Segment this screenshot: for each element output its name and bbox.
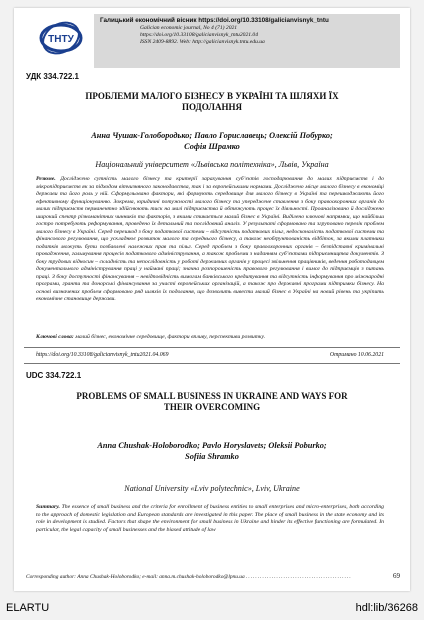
divider (24, 363, 400, 364)
abstract-en (36, 504, 384, 560)
keywords-ua (36, 334, 384, 342)
abstract-ua-text: Досліджено сутність малого бізнесу та критерії зарахування суб’єктів господарювання до малих підприємств і до мікропідприємств як за підходом вітчизняного законодавства, так і за європейськими нормами. Досліджено місце малого бізнесу в економіці держави та його роль у ній. Сформульовано фактори, які формують середовище для малого бізнесу в Україні та перешкоджають його ефективному функціонуванню. Зокрема, юридичні потужності малого бізнесу та упереджене ставлення з боку правоохоронних органів до малих підприємств перманентно здійснюють тиск на малі підприємства й обтяжують процес їх діяльності. Проаналізовано й досліджено широкий спектр різноманітних чинників та факторів, з якими стикається малий бізнес в Україні. Виділено ключові напрямки, що найбільш гостро потребують реформування, проведено їх детальний та послідовний аналіз. У результаті сформовано та згруповано перелік проблем малого бізнесу в Україні. Серед перешкод з боку податкової системи – відсутність податкових пільг, недосконалість податкової системи та фінансового регулювання, що ускладнює розвиток малого та середнього бізнесу, а також необґрунтованість відбіток, за якими платники податків можуть бути позбавлені належних прав та пільг. Серед проблем з боку правоохоронних органів – безпідставні кримінальні провадження, гальмування процесів податкового адміністрування, а також проблеми з наданням суб’єктами підприємництва документів. З боку трудових відносин – складність та непослідовність у роботі державних органів у процесі звільнення працівників, ведення роботодавцем документального адміністрування праці у наймані праці; значна розпорошеність правового регулювання і вимог до підприємців з питань праці. З боку доступності фінансування – невідповідність вимогам банківського кредитування та відсутність інформування про міжнародні програми, гранти та донорські фінансування за участі європейських організацій, а також про державні програми підтримки бізнесу. На основі визначених проблем сформовано ряд шляхів їх подолання, що дозволить вивести малий бізнес в Україні на новий рівень та укріпить економічне становище держави. (36, 176, 384, 302)
received-date: Отримано 10.06.2021 (329, 352, 384, 358)
repository-name[interactable]: ELARTU (6, 602, 50, 614)
keywords-ua-text: малий бізнес, економічне середовище, фактори впливу, перспективи розвитку. (75, 334, 266, 340)
title-ua-line1: ПРОБЛЕМИ МАЛОГО БІЗНЕСУ В УКРАЇНІ ТА ШЛЯХИ ЇХ (85, 91, 339, 101)
logo-text: ТНТУ (48, 34, 74, 45)
title-ua-line2: ПОДОЛАННЯ (181, 102, 242, 112)
journal-issue-doi[interactable]: https://doi.org/10.33108/galicianvisnyk_tntu2021.04 (140, 32, 259, 38)
journal-title: Галицький економічний вісник https://doi.org/10.33108/galicianvisnyk_tntu (100, 17, 329, 24)
journal-info-box (94, 14, 400, 68)
abstract-en-label: Summary. (36, 504, 60, 510)
repository-bar (0, 598, 424, 620)
page-footer: Corresponding author: Anna Chushak-Holoborodko; e-mail: anna.m.chushak-holoborodko@lpnu.ua ............................................. 69 (26, 572, 400, 580)
university-logo-icon (38, 18, 84, 58)
title-en (28, 391, 396, 413)
article-doi[interactable]: https://doi.org/10.33108/galicianvisnyk_tntu2021.04.069 (36, 352, 169, 358)
title-en-line2: THEIR OVERCOMING (163, 402, 261, 412)
authors-ua (28, 130, 396, 152)
journal-header (20, 14, 404, 70)
authors-en (28, 440, 396, 462)
title-en-line1: PROBLEMS OF SMALL BUSINESS IN UKRAINE AND WAYS FOR (76, 391, 348, 401)
journal-issue: Galician economic journal, No 4 (71) 2021 (140, 25, 238, 31)
authors-en-line1: Anna Chushak-Holoborodko; Pavlo Horyslavets; Oleksii Poburko; (97, 441, 327, 450)
abstract-en-text: The essence of small business and the criteria for enrollment of business entities to small enterprises and micro-enterprises, both according to the approach of domestic legislation and European standards are investigated in this paper. The place of small business in the state economy and its role in development is studied. Factors that shape the environment for small business in Ukraine and hinder its effective functioning are formulated. In particular, the legal capacity of small businesses and the biased attitude of law (36, 504, 384, 533)
corresponding-author: Corresponding author: Anna Chushak-Holoborodko; e-mail: anna.m.chushak-holoborodko@lpnu.ua (26, 574, 245, 580)
journal-issn: ISSN 2409-8892. Web: http://galicianvisnyk.tntu.edu.ua (140, 39, 265, 45)
affiliation-ua: Національний університет «Львівська політехніка», Львів, Україна (95, 160, 329, 169)
abstract-ua-label: Резюме. (36, 176, 56, 182)
divider (24, 347, 400, 348)
document-page (14, 8, 410, 591)
udc-en: UDC 334.722.1 (26, 371, 82, 380)
abstract-ua (36, 176, 384, 332)
authors-ua-line1: Анна Чушак-Голобородько; Павло Гориславець; Олексій Побурко; (91, 131, 333, 140)
keywords-ua-label: Ключові слова: (36, 334, 74, 340)
page-number: 69 (393, 572, 400, 580)
authors-en-line2: Sofiia Shramko (185, 452, 239, 461)
affiliation-en: National University «Lviv polytechnic», Lviv, Ukraine (124, 484, 300, 493)
title-ua (28, 91, 396, 113)
udc-ua: УДК 334.722.1 (26, 72, 79, 81)
authors-ua-line2: Софія Шрамко (184, 142, 240, 151)
handle-id[interactable]: hdl:lib/36268 (355, 602, 418, 614)
article-meta-ua (36, 352, 384, 358)
